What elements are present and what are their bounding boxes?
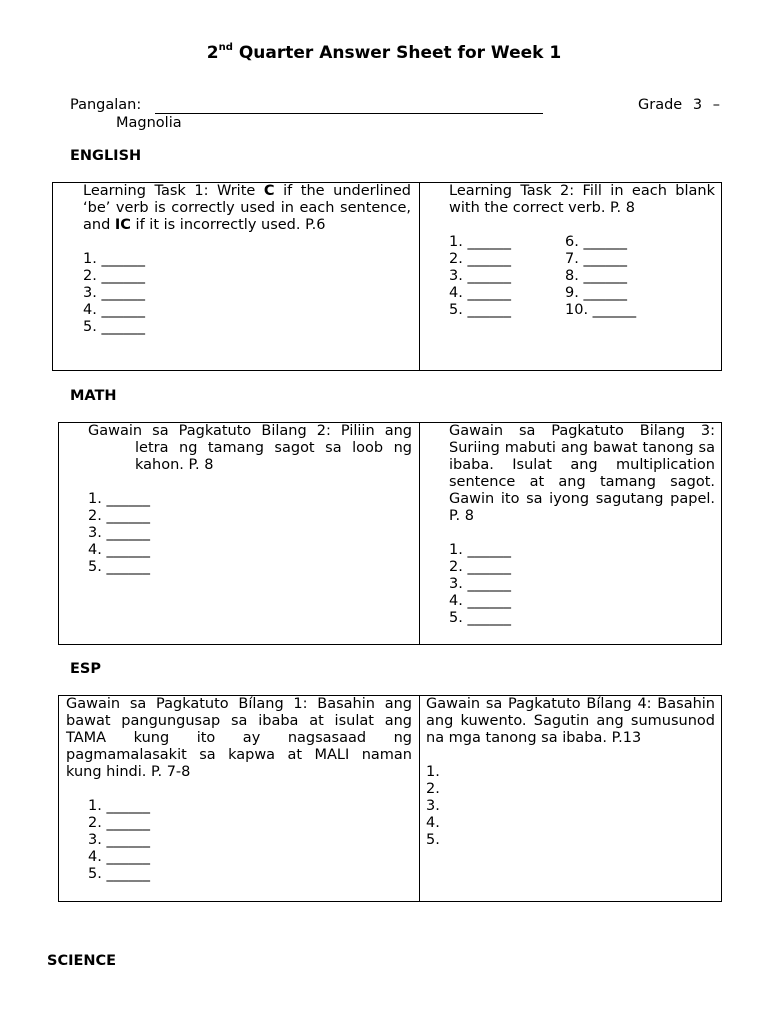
answer-blank[interactable]: 4. ______ <box>88 542 150 558</box>
english-heading: ENGLISH <box>70 148 142 164</box>
english-column-divider <box>419 183 420 370</box>
answer-blank[interactable]: 5. ______ <box>88 559 150 575</box>
answer-blank[interactable]: 5. ______ <box>449 302 511 318</box>
answer-number[interactable]: 4. <box>426 815 440 831</box>
answer-blank[interactable]: 9. ______ <box>565 285 627 301</box>
english-task1-text-b: if the underlined ‘be’ verb is correctly used in each sentence, and <box>83 183 411 233</box>
english-task1-text-c: if it is incorrectly used. P.6 <box>130 217 326 233</box>
answer-blank[interactable]: 2. ______ <box>88 815 150 831</box>
name-label: Pangalan: <box>70 97 142 113</box>
section-name: Magnolia <box>116 115 182 131</box>
esp-task4-answers <box>426 764 715 849</box>
english-task2-answers <box>449 234 715 319</box>
answer-blank[interactable]: 2. ______ <box>88 508 150 524</box>
answer-blank[interactable]: 4. ______ <box>449 593 511 609</box>
esp-task4-instruction: Gawain sa Pagkatuto Bílang 4: Basahin ang kuwento. Sagutin ang sumusunod na mga tanong sa ibaba. P.13 <box>426 696 715 746</box>
esp-heading: ESP <box>70 661 101 677</box>
english-task2-answers-left <box>449 234 565 319</box>
english-task1-instruction <box>83 183 411 234</box>
math-task2-answers <box>88 491 412 576</box>
answer-number[interactable]: 1. <box>426 764 440 780</box>
title-ordinal: 2 <box>206 43 219 63</box>
answer-blank[interactable]: 2. ______ <box>449 559 511 575</box>
answer-blank[interactable]: 4. ______ <box>449 285 511 301</box>
answer-blank[interactable]: 5. ______ <box>88 866 150 882</box>
math-heading: MATH <box>70 388 117 404</box>
answer-blank[interactable]: 3. ______ <box>88 525 150 541</box>
math-task2-line3: kahon. P. 8 <box>135 457 214 473</box>
math-task2-line2: letra ng tamang sagot sa loob ng <box>135 440 412 456</box>
answer-blank[interactable]: 10. ______ <box>565 302 637 318</box>
answer-number[interactable]: 2. <box>426 781 440 797</box>
answer-blank[interactable]: 8. ______ <box>565 268 627 284</box>
answer-blank[interactable]: 3. ______ <box>88 832 150 848</box>
english-task1-cell <box>83 183 411 336</box>
answer-blank[interactable]: 1. ______ <box>83 251 145 267</box>
page-title <box>0 42 768 64</box>
english-task2-cell <box>449 183 715 319</box>
grade-label: Grade 3 – <box>638 97 720 113</box>
math-task3-answers <box>449 542 715 627</box>
answer-number[interactable]: 5. <box>426 832 440 848</box>
title-ordinal-suffix: nd <box>218 42 233 54</box>
answer-blank[interactable]: 2. ______ <box>449 251 511 267</box>
answer-blank[interactable]: 5. ______ <box>449 610 511 626</box>
math-task2-line1: Gawain sa Pagkatuto Bilang 2: Piliin ang <box>88 423 412 439</box>
answer-blank[interactable]: 1. ______ <box>88 798 150 814</box>
answer-blank[interactable]: 1. ______ <box>449 542 511 558</box>
answer-blank[interactable]: 7. ______ <box>565 251 627 267</box>
english-task2-instruction: Learning Task 2: Fill in each blank with the correct verb. P. 8 <box>449 183 715 216</box>
esp-task1-instruction: Gawain sa Pagkatuto Bílang 1: Basahin ang bawat pangungusap sa ibaba at isulat ang TAMA kung ito ay nagsasaad ng pagmamalasakit sa kapwa at MALI naman kung hindi. P. 7-8 <box>66 696 412 780</box>
answer-blank[interactable]: 1. ______ <box>88 491 150 507</box>
english-task1-text-a: Learning Task 1: Write <box>83 183 264 199</box>
english-task2-answers-right <box>565 234 636 319</box>
answer-number[interactable]: 3. <box>426 798 440 814</box>
esp-table <box>58 695 722 902</box>
math-task2-cell <box>88 423 412 576</box>
answer-blank[interactable]: 5. ______ <box>83 319 145 335</box>
english-task1-answers <box>83 251 411 336</box>
esp-task1-cell <box>66 696 412 883</box>
esp-column-divider <box>419 696 420 901</box>
english-table <box>52 182 722 371</box>
answer-blank[interactable]: 4. ______ <box>83 302 145 318</box>
title-text: Quarter Answer Sheet for Week 1 <box>232 43 562 63</box>
english-task1-bold-c: C <box>263 183 275 199</box>
esp-task4-cell <box>426 696 715 849</box>
name-blank-line[interactable] <box>155 113 543 114</box>
answer-blank[interactable]: 2. ______ <box>83 268 145 284</box>
science-heading: SCIENCE <box>47 953 117 969</box>
esp-task1-answers <box>66 798 412 883</box>
answer-blank[interactable]: 3. ______ <box>83 285 145 301</box>
answer-blank[interactable]: 3. ______ <box>449 576 511 592</box>
answer-blank[interactable]: 4. ______ <box>88 849 150 865</box>
math-task3-instruction: Gawain sa Pagkatuto Bilang 3: Suriing mabuti ang bawat tanong sa ibaba. Isulat ang multiplication sentence at ang tamang sagot. Gawin ito sa iyong sagutang papel. P. 8 <box>449 423 715 524</box>
math-table <box>58 422 722 645</box>
english-task1-bold-ic: IC <box>114 217 131 233</box>
math-task3-cell <box>449 423 715 627</box>
answer-blank[interactable]: 1. ______ <box>449 234 511 250</box>
answer-blank[interactable]: 6. ______ <box>565 234 627 250</box>
math-column-divider <box>419 423 420 644</box>
answer-blank[interactable]: 3. ______ <box>449 268 511 284</box>
